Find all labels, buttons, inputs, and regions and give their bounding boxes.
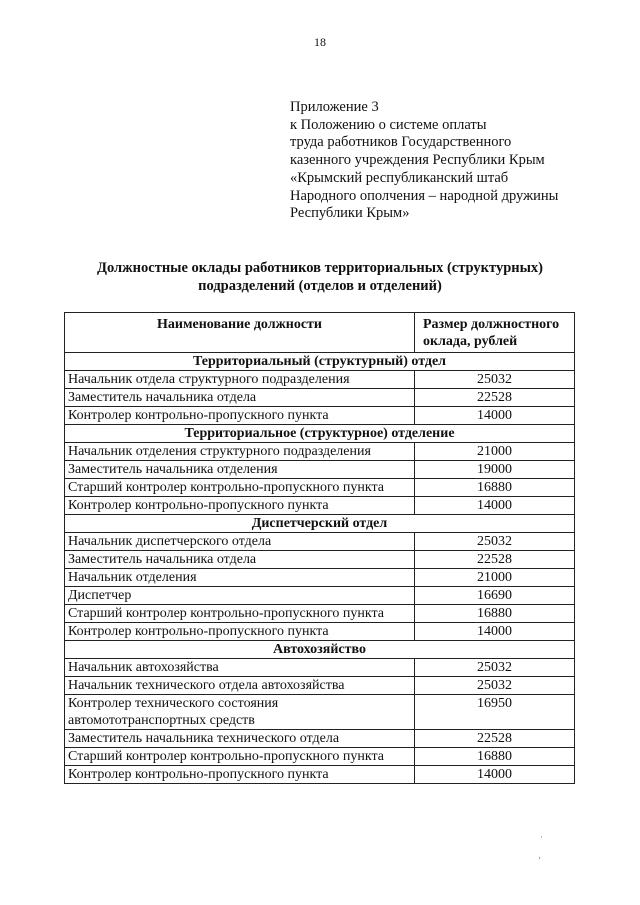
position-cell: Начальник автохозяйства bbox=[65, 659, 415, 677]
position-cell: Старший контролер контрольно-пропускного пункта bbox=[65, 748, 415, 766]
table-row bbox=[65, 479, 575, 497]
table-row bbox=[65, 605, 575, 623]
document-title bbox=[60, 259, 580, 295]
table-row bbox=[65, 730, 575, 748]
appendix-line: «Крымский республиканский штаб bbox=[290, 169, 509, 186]
position-cell: Контролер контрольно-пропускного пункта bbox=[65, 497, 415, 515]
salary-cell: 22528 bbox=[415, 389, 575, 407]
position-cell: Начальник отдела структурного подразделения bbox=[65, 371, 415, 389]
salary-cell: 25032 bbox=[415, 659, 575, 677]
section-row bbox=[65, 515, 575, 533]
position-cell: Начальник диспетчерского отдела bbox=[65, 533, 415, 551]
salary-cell: 16880 bbox=[415, 479, 575, 497]
salary-cell: 21000 bbox=[415, 443, 575, 461]
section-row bbox=[65, 425, 575, 443]
salary-cell: 21000 bbox=[415, 569, 575, 587]
appendix-line: казенного учреждения Республики Крым bbox=[290, 152, 545, 169]
table-row bbox=[65, 443, 575, 461]
salary-cell: 22528 bbox=[415, 551, 575, 569]
table-header-row bbox=[65, 313, 575, 353]
section-title: Автохозяйство bbox=[65, 641, 575, 659]
position-cell: Заместитель начальника отдела bbox=[65, 551, 415, 569]
table-row bbox=[65, 551, 575, 569]
salary-cell: 14000 bbox=[415, 623, 575, 641]
appendix-line: Приложение 3 bbox=[290, 99, 379, 115]
salary-cell: 16950 bbox=[415, 695, 575, 730]
position-cell: Заместитель начальника технического отдела bbox=[65, 730, 415, 748]
position-cell: Заместитель начальника отделения bbox=[65, 461, 415, 479]
scan-speck: · bbox=[540, 832, 543, 842]
position-cell: Контролер контрольно-пропускного пункта bbox=[65, 623, 415, 641]
salary-cell: 14000 bbox=[415, 497, 575, 515]
page-number: 18 bbox=[314, 35, 326, 49]
salary-cell: 16690 bbox=[415, 587, 575, 605]
position-cell: Старший контролер контрольно-пропускного пункта bbox=[65, 479, 415, 497]
table-row bbox=[65, 497, 575, 515]
appendix-header bbox=[290, 99, 610, 223]
salary-cell: 16880 bbox=[415, 748, 575, 766]
table-row bbox=[65, 407, 575, 425]
salary-cell: 14000 bbox=[415, 766, 575, 784]
position-cell: Начальник отделения bbox=[65, 569, 415, 587]
salary-cell: 25032 bbox=[415, 371, 575, 389]
table-row bbox=[65, 623, 575, 641]
appendix-line: Республики Крым» bbox=[290, 205, 410, 222]
appendix-line: труда работников Государственного bbox=[290, 134, 512, 151]
scan-speck: ‚ bbox=[538, 850, 541, 860]
section-row bbox=[65, 641, 575, 659]
position-cell: Заместитель начальника отдела bbox=[65, 389, 415, 407]
position-cell: Диспетчер bbox=[65, 587, 415, 605]
salary-cell: 25032 bbox=[415, 677, 575, 695]
salary-cell: 16880 bbox=[415, 605, 575, 623]
title-line: Должностные оклады работников территориальных (структурных) bbox=[96, 260, 544, 276]
table-row bbox=[65, 659, 575, 677]
position-cell: Контролер контрольно-пропускного пункта bbox=[65, 766, 415, 784]
table-row bbox=[65, 461, 575, 479]
section-row bbox=[65, 353, 575, 371]
table-row bbox=[65, 371, 575, 389]
appendix-line: Народного ополчения – народной дружины bbox=[290, 187, 559, 204]
position-cell: Контролер контрольно-пропускного пункта bbox=[65, 407, 415, 425]
table-row bbox=[65, 389, 575, 407]
section-title: Территориальное (структурное) отделение bbox=[65, 425, 575, 443]
title-line: подразделений (отделов и отделений) bbox=[198, 278, 442, 294]
column-header-salary: Размер должностного оклада, рублей bbox=[415, 313, 575, 353]
salary-cell: 22528 bbox=[415, 730, 575, 748]
position-cell: Начальник технического отдела автохозяйства bbox=[65, 677, 415, 695]
position-cell: Контролер технического состояния автомототранспортных средств bbox=[65, 695, 415, 730]
section-title: Диспетчерский отдел bbox=[65, 515, 575, 533]
section-title: Территориальный (структурный) отдел bbox=[65, 353, 575, 371]
salary-cell: 25032 bbox=[415, 533, 575, 551]
table-row bbox=[65, 569, 575, 587]
table-row bbox=[65, 748, 575, 766]
position-cell: Старший контролер контрольно-пропускного пункта bbox=[65, 605, 415, 623]
position-cell: Начальник отделения структурного подразделения bbox=[65, 443, 415, 461]
salary-table bbox=[64, 312, 575, 784]
table-row bbox=[65, 766, 575, 784]
table-row bbox=[65, 533, 575, 551]
table-row bbox=[65, 695, 575, 730]
salary-table-body bbox=[65, 353, 575, 784]
salary-cell: 14000 bbox=[415, 407, 575, 425]
table-row bbox=[65, 587, 575, 605]
table-row bbox=[65, 677, 575, 695]
appendix-line: к Положению о системе оплаты bbox=[290, 116, 487, 133]
column-header-position: Наименование должности bbox=[65, 313, 415, 353]
salary-cell: 19000 bbox=[415, 461, 575, 479]
